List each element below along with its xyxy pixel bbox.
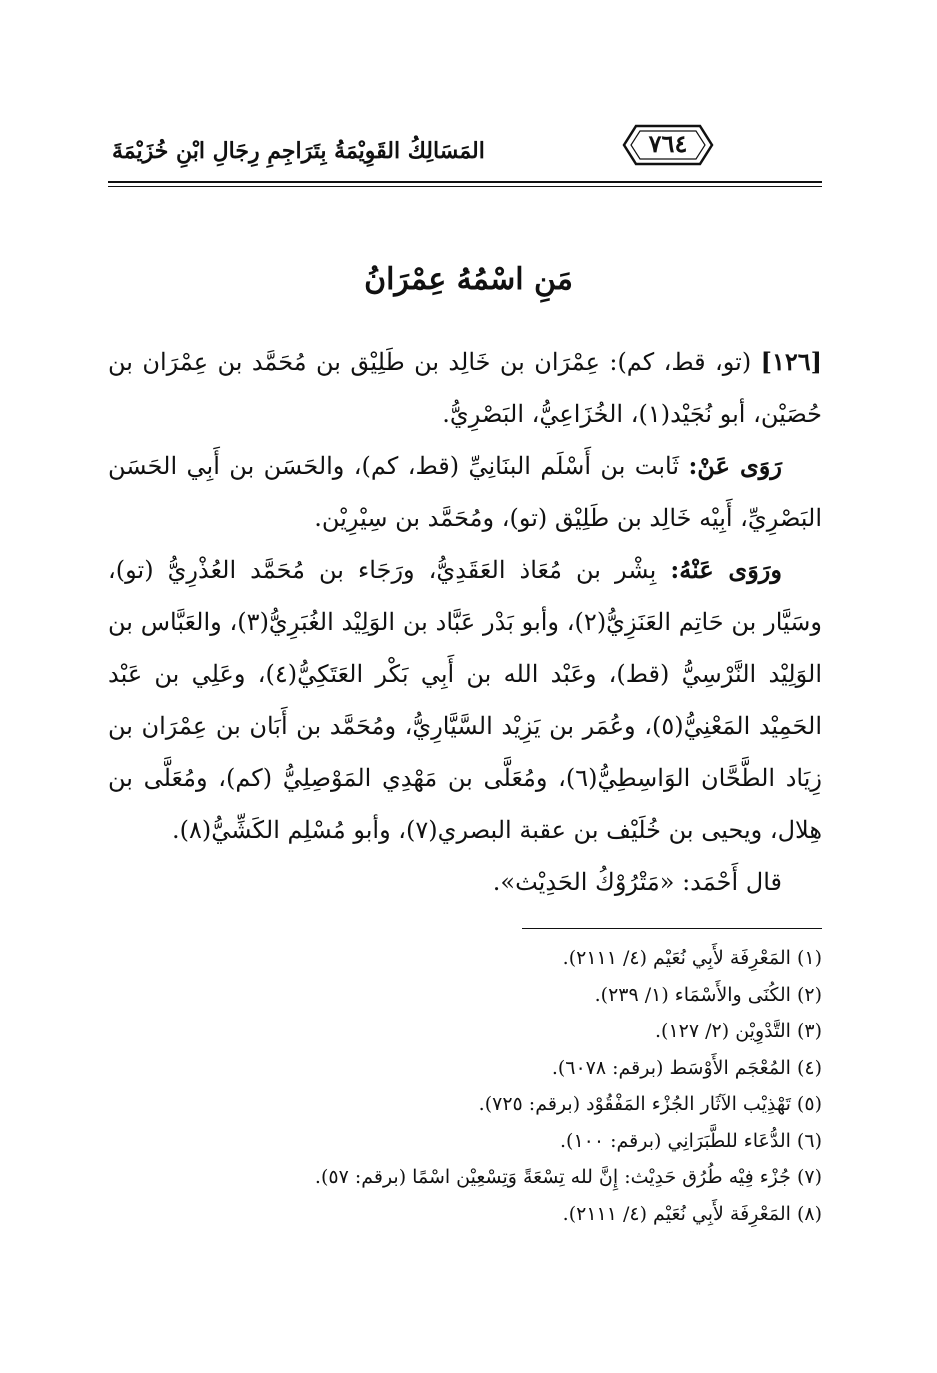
section-heading: مَنِ اسْمُهُ عِمْرَانُ [364, 262, 573, 297]
narrated-by-label: ورَوَى عَنْهُ: [670, 555, 782, 584]
footnote-separator [522, 928, 822, 929]
header-rule [108, 181, 822, 183]
entry-intro-text: (تو، قط، كم): عِمْرَان بن خَالِد بن طَلِيْق بن مُحَمَّد بن عِمْرَان بن حُصَيْن، أبو نُجَيْد(١)، الخُزَاعِيُّ، البَصْرِيُّ. [108, 348, 822, 428]
narrated-from-label: رَوَى عَنْ: [688, 451, 782, 480]
footnote: (٧) جُزْء فِيْه طُرُق حَدِيْث: إِنَّ لله تِسْعَةً وَتِسْعِيْن اسْمًا (برقم: ٥٧). [314, 1166, 822, 1188]
footnote: (٨) المَعْرِفَة لأَبِي نُعَيْم (٤/ ٢١١١). [562, 1202, 822, 1225]
entry-number: [١٢٦] [760, 347, 822, 376]
footnote: (٤) المُعْجَم الأَوْسَط (برقم: ٦٠٧٨). [551, 1056, 822, 1079]
footnotes [108, 940, 822, 1232]
footnote: (٦) الدُّعَاء للطَّبَرَانِي (برقم: ١٠٠). [560, 1129, 822, 1152]
page-number-badge [622, 123, 714, 167]
footnote: (١) المَعْرِفَة لأَبِي نُعَيْم (٤/ ٢١١١). [562, 947, 822, 969]
footnote: (٥) تَهْذِيْب الآثَار الجُزْء المَفْقُوْد (برقم: ٧٢٥). [478, 1093, 822, 1115]
header-rule-thin [108, 186, 822, 187]
ahmad-statement: قال أَحْمَد: «مَتْرُوْكُ الحَدِيْث». [492, 868, 782, 896]
narrated-by-paragraph [108, 544, 822, 856]
footnote: (٢) الكُنَى والأَسْمَاء (١/ ٢٣٩). [594, 983, 822, 1006]
entry-intro [108, 336, 822, 440]
page-number: ٧٦٤ [648, 129, 688, 158]
narrated-from-text: ثَابت بن أَسْلَم البنَانِيِّ (قط، كم)، والحَسَن بن أَبِي الحَسَن البَصْرِيِّ، أَبِيْه خَالِد بن طَلِيْق (تو)، ومُحَمَّد بن سِيْرِيْن. [108, 452, 822, 532]
narrated-from-paragraph [108, 440, 822, 544]
entry-body [108, 336, 822, 908]
narrated-by-text: بِشْر بن مُعَاذ العَقَدِيُّ، ورَجَاء بن مُحَمَّد العُذْرِيُّ (تو)، وسَيَّار بن حَاتِم العَنَزِيُّ(٢)، وأبو بَدْر عَبَّاد بن الوَلِيْد الغُبَرِيُّ(٣)، والعَبَّاس بن الوَلِيْد النَّرْسِيُّ (قط)، وعَبْد الله بن أَبِي بَكْر العَتَكِيُّ(٤)، وعَلِي بن عَبْد الحَمِيْد المَعْنِيُّ(٥)، وعُمَر بن يَزِيْد السَّيَّارِيُّ، ومُحَمَّد بن أَبَان بن عِمْرَان بن زِيَاد الطَّحَّان الوَاسِطِيُّ(٦)، ومُعَلَّى بن مَهْدِي المَوْصِلِيُّ (كم)، ومُعَلَّى بن هِلال، ويحيى بن خُلَيْف بن عقبة البصري(٧)، وأبو مُسْلِم الكَشِّيُّ(٨). [108, 556, 823, 844]
book-title: المَسَالِكُ القَوِيْمَةُ بِتَرَاجِمِ رِجَالِ ابْنِ خُزَيْمَةَ [112, 138, 485, 164]
footnote: (٣) التَّدْوِيْن (٢/ ١٢٧). [655, 1020, 822, 1042]
